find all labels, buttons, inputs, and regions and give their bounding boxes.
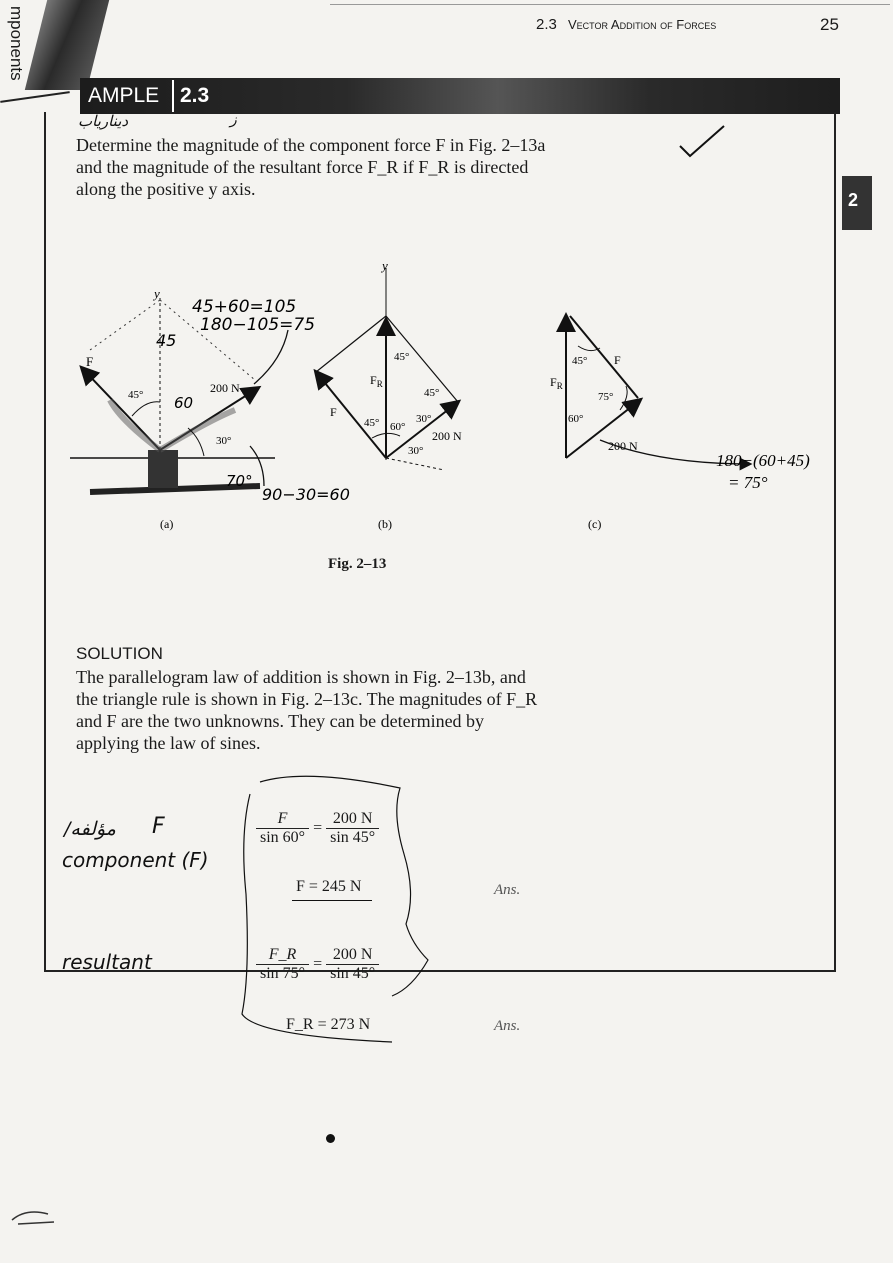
equation-1-result: F = 245 N xyxy=(296,878,362,895)
handwriting-right2: = 75° xyxy=(728,473,768,492)
figure-c-45: 45° xyxy=(572,355,588,367)
figure-b-30-bottom: 30° xyxy=(408,445,424,457)
figure-label-c: (c) xyxy=(588,517,602,531)
example-number: 2.3 xyxy=(180,84,210,107)
handwriting-component: component (F) xyxy=(62,848,209,872)
solution-heading: SOLUTION xyxy=(76,644,163,663)
figure-label-b: (b) xyxy=(378,517,392,531)
figure-b-45-right: 45° xyxy=(424,387,440,399)
eq1-num-right: 200 N xyxy=(326,810,379,829)
answer-label-1: Ans. xyxy=(494,882,521,898)
example-label: AMPLE xyxy=(88,84,160,107)
figure-b-60: 60° xyxy=(390,421,406,433)
section-number: 2.3 xyxy=(536,16,557,33)
eq1-underline xyxy=(292,900,372,901)
handwriting-sum2: 180−105=75 xyxy=(200,315,316,335)
figure-b-force: 200 N xyxy=(432,429,462,443)
figure-b-fr: $F_R$ xyxy=(370,373,383,389)
edge-line xyxy=(0,91,70,103)
example-box xyxy=(44,112,836,972)
figure-c xyxy=(550,316,750,464)
figure-a-force: 200 N xyxy=(210,381,240,395)
eq2-den-left: sin 75° xyxy=(260,965,306,982)
bullet-dot xyxy=(326,1134,335,1143)
figure-c-75: 75° xyxy=(598,391,614,403)
figure-c-60: 60° xyxy=(568,413,584,425)
equation-1: $\frac{F}{\sin 60^\circ}$ = $\frac{200 N}{\sin 45^\circ}$ xyxy=(256,810,379,847)
eq1-num-left: F xyxy=(256,810,309,829)
eq1-den-left: sin 60° xyxy=(260,829,306,846)
banner-divider xyxy=(172,80,174,112)
figure-c-f: F xyxy=(614,353,621,367)
handwriting-90: 90−30=60 xyxy=(262,485,350,504)
handwriting-resultant: resultant xyxy=(62,950,152,974)
header-rule xyxy=(330,4,890,5)
equation-2: $\frac{F\_R}{\sin 75^\circ}$ = $\frac{200 N}{\sin 45^\circ}$ xyxy=(256,946,379,983)
figure-a-y: y xyxy=(154,286,160,301)
figure-b-f: F xyxy=(330,405,337,419)
binding-shadow xyxy=(25,0,109,90)
figure-b xyxy=(316,258,462,470)
figure-b-y: y xyxy=(382,258,388,273)
answer-label-2: Ans. xyxy=(494,1018,521,1034)
page-number: 25 xyxy=(820,15,839,34)
eq1-den-right: sin 45° xyxy=(330,829,376,846)
handwriting-60: 60 xyxy=(174,394,194,412)
figure xyxy=(60,250,850,540)
bottom-scribble xyxy=(8,1200,68,1230)
section-title: Vector Addition of Forces xyxy=(568,17,717,32)
edge-text: mponents xyxy=(7,6,26,81)
margin-tab: 2 xyxy=(842,176,872,230)
check-mark xyxy=(678,124,728,165)
figure-c-fr: $F_R$ xyxy=(550,375,563,391)
eq2-den-right: sin 45° xyxy=(330,965,376,982)
eq2-num-left: F_R xyxy=(256,946,309,965)
handwriting-arabic-top: دیناریاب xyxy=(78,112,129,130)
handwriting-right1: 180−(60+45) xyxy=(716,451,810,470)
handwriting-small-top: ز xyxy=(230,112,237,128)
figure-b-30-right: 30° xyxy=(416,413,432,425)
figure-a-angle-right: 30° xyxy=(216,435,232,447)
figure-b-45-top: 45° xyxy=(394,351,410,363)
handwriting-45: 45 xyxy=(156,331,177,350)
figure-a-angle-left: 45° xyxy=(128,389,144,401)
equation-2-result: F_R = 273 N xyxy=(286,1016,371,1033)
handwriting-left-f: F xyxy=(152,814,165,839)
figure-c-force: 200 N xyxy=(608,439,638,453)
figure-label-a: (a) xyxy=(160,517,174,531)
handwriting-70: 70° xyxy=(226,472,253,490)
example-question: Determine the magnitude of the component force F in Fig. 2–13a and the magnitude of the resultant force F_R if F_R is directed along the positive y axis. xyxy=(76,135,546,199)
solution-text: The parallelogram law of addition is shown in Fig. 2–13b, and the triangle rule is shown in Fig. 2–13c. The magnitudes of F_R and F are the two unknowns. They can be determined by applying the law of sines. xyxy=(76,667,538,753)
figure-a-f: F xyxy=(86,354,94,369)
eq2-num-right: 200 N xyxy=(326,946,379,965)
figure-b-45-left: 45° xyxy=(364,417,380,429)
figure-caption: Fig. 2–13 xyxy=(328,556,387,572)
handwriting-sum1: 45+60=105 xyxy=(192,297,297,317)
handwriting-left-arabic: /مؤلفه xyxy=(64,818,116,840)
